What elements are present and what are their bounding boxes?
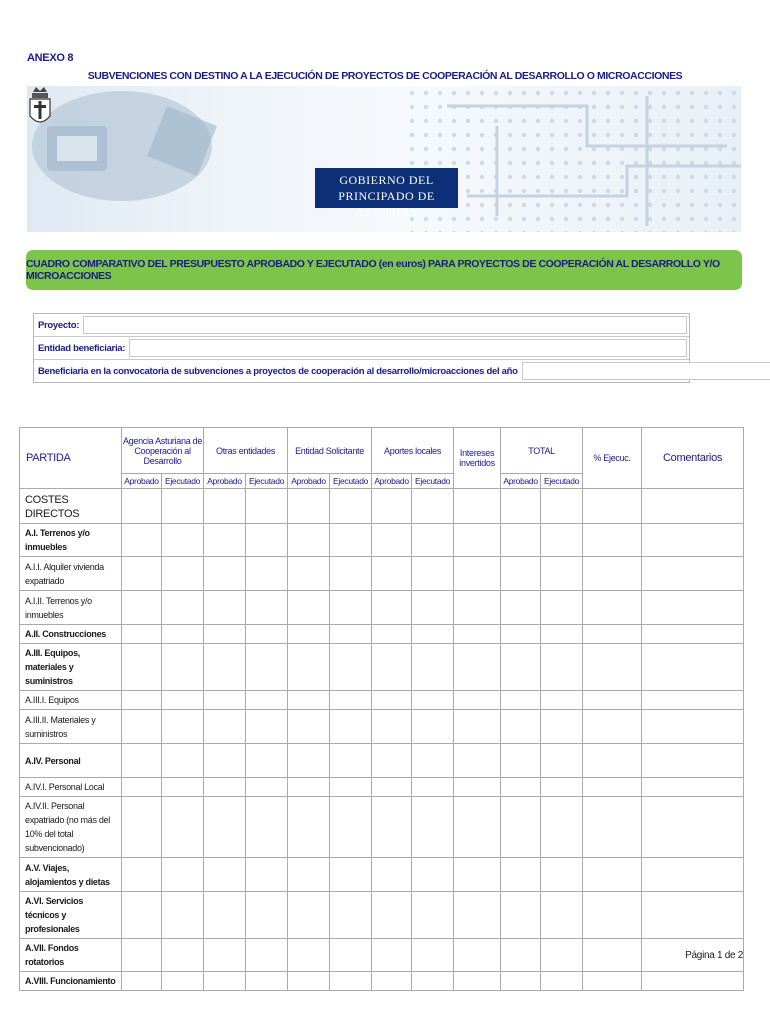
amount-cell[interactable] (583, 625, 642, 644)
row-label: A.VIII. Funcionamiento (20, 972, 122, 991)
proyecto-label: Proyecto: (38, 319, 80, 331)
subheader-aprobado: Aprobado (204, 474, 246, 489)
amount-cell[interactable] (288, 644, 330, 691)
row-label: A.I. Terrenos y/o inmuebles (20, 524, 122, 557)
amount-cell[interactable] (501, 644, 541, 691)
amount-cell[interactable] (162, 691, 204, 710)
amount-cell[interactable] (204, 591, 246, 625)
amount-cell[interactable] (454, 524, 501, 557)
amount-cell[interactable] (122, 710, 162, 744)
header-comentarios: Comentarios (642, 428, 744, 489)
amount-cell[interactable] (122, 797, 162, 858)
document-title: SUBVENCIONES CON DESTINO A LA EJECUCIÓN DE PROYECTOS DE COOPERACIÓN AL DESARROLLO O MICROACCIONES (87, 70, 683, 82)
project-info-box (33, 313, 690, 383)
table-row (20, 939, 744, 972)
amount-cell[interactable] (412, 625, 454, 644)
amount-cell[interactable] (204, 710, 246, 744)
comment-cell[interactable] (642, 797, 744, 858)
amount-cell[interactable] (162, 797, 204, 858)
amount-cell[interactable] (162, 744, 204, 778)
amount-cell[interactable] (330, 858, 372, 892)
budget-table (19, 427, 744, 991)
amount-cell[interactable] (501, 691, 541, 710)
row-label: A.IV.I. Personal Local (20, 778, 122, 797)
amount-cell[interactable] (454, 691, 501, 710)
amount-cell[interactable] (330, 939, 372, 972)
amount-cell[interactable] (372, 858, 412, 892)
amount-cell[interactable] (330, 778, 372, 797)
amount-cell[interactable] (501, 524, 541, 557)
amount-cell[interactable] (412, 972, 454, 991)
amount-cell[interactable] (454, 939, 501, 972)
header-banner (27, 86, 741, 232)
amount-cell[interactable] (122, 778, 162, 797)
amount-cell[interactable] (330, 557, 372, 591)
amount-cell[interactable] (246, 939, 288, 972)
amount-cell[interactable] (412, 939, 454, 972)
table-row (20, 524, 744, 557)
amount-cell[interactable] (204, 797, 246, 858)
amount-cell[interactable] (330, 489, 372, 524)
amount-cell[interactable] (162, 625, 204, 644)
amount-cell[interactable] (372, 797, 412, 858)
amount-cell[interactable] (541, 778, 583, 797)
amount-cell[interactable] (330, 625, 372, 644)
comment-cell[interactable] (642, 858, 744, 892)
amount-cell[interactable] (288, 892, 330, 939)
amount-cell[interactable] (541, 710, 583, 744)
subheader-ejecutado: Ejecutado (246, 474, 288, 489)
amount-cell[interactable] (330, 744, 372, 778)
table-row (20, 892, 744, 939)
amount-cell[interactable] (583, 939, 642, 972)
amount-cell[interactable] (122, 644, 162, 691)
amount-cell[interactable] (162, 778, 204, 797)
row-label: A.I.I. Alquiler vivienda expatriado (20, 557, 122, 591)
header-aportes-locales: Aportes locales (372, 428, 454, 474)
table-row (20, 710, 744, 744)
table-row (20, 972, 744, 991)
amount-cell[interactable] (122, 591, 162, 625)
amount-cell[interactable] (246, 625, 288, 644)
convocatoria-row (34, 360, 689, 382)
amount-cell[interactable] (541, 625, 583, 644)
amount-cell[interactable] (162, 710, 204, 744)
amount-cell[interactable] (162, 557, 204, 591)
row-label: A.VI. Servicios técnicos y profesionales (20, 892, 122, 939)
subheader-aprobado: Aprobado (372, 474, 412, 489)
comment-cell[interactable] (642, 524, 744, 557)
amount-cell[interactable] (412, 744, 454, 778)
entidad-label: Entidad beneficiaria: (38, 342, 126, 354)
amount-cell[interactable] (162, 644, 204, 691)
header-intereses: Intereses invertidos (454, 428, 501, 489)
amount-cell[interactable] (501, 972, 541, 991)
subheader-ejecutado: Ejecutado (330, 474, 372, 489)
amount-cell[interactable] (246, 710, 288, 744)
comment-cell[interactable] (642, 691, 744, 710)
amount-cell[interactable] (122, 744, 162, 778)
header-otras-entidades: Otras entidades (204, 428, 288, 474)
row-label: A.II. Construcciones (20, 625, 122, 644)
header-entidad-solicitante: Entidad Solicitante (288, 428, 372, 474)
amount-cell[interactable] (412, 778, 454, 797)
budget-table-body (20, 489, 744, 991)
comment-cell[interactable] (642, 744, 744, 778)
amount-cell[interactable] (372, 489, 412, 524)
amount-cell[interactable] (288, 744, 330, 778)
amount-cell[interactable] (330, 710, 372, 744)
amount-cell[interactable] (412, 524, 454, 557)
entidad-field[interactable] (129, 339, 687, 357)
amount-cell[interactable] (246, 744, 288, 778)
amount-cell[interactable] (412, 691, 454, 710)
amount-cell[interactable] (541, 797, 583, 858)
table-row (20, 691, 744, 710)
amount-cell[interactable] (583, 710, 642, 744)
row-label: A.III. Equipos, materiales y suministros (20, 644, 122, 691)
amount-cell[interactable] (330, 524, 372, 557)
amount-cell[interactable] (642, 489, 744, 524)
amount-cell[interactable] (246, 972, 288, 991)
amount-cell[interactable] (246, 644, 288, 691)
table-row (20, 625, 744, 644)
amount-cell[interactable] (372, 939, 412, 972)
amount-cell[interactable] (372, 625, 412, 644)
amount-cell[interactable] (204, 939, 246, 972)
comment-cell[interactable] (642, 972, 744, 991)
amount-cell[interactable] (288, 524, 330, 557)
amount-cell[interactable] (454, 778, 501, 797)
coat-of-arms-icon (27, 86, 53, 130)
amount-cell[interactable] (288, 797, 330, 858)
amount-cell[interactable] (501, 778, 541, 797)
comment-cell[interactable] (642, 892, 744, 939)
amount-cell[interactable] (583, 892, 642, 939)
amount-cell[interactable] (583, 489, 642, 524)
amount-cell[interactable] (454, 557, 501, 591)
subheader-ejecutado: Ejecutado (412, 474, 454, 489)
amount-cell[interactable] (288, 557, 330, 591)
proyecto-field[interactable] (83, 316, 687, 334)
amount-cell[interactable] (501, 744, 541, 778)
comment-cell[interactable] (642, 778, 744, 797)
amount-cell[interactable] (162, 524, 204, 557)
amount-cell[interactable] (204, 557, 246, 591)
amount-cell[interactable] (501, 557, 541, 591)
amount-cell[interactable] (204, 858, 246, 892)
header-ejecuc: % Ejecuc. (583, 428, 642, 489)
table-row (20, 644, 744, 691)
amount-cell[interactable] (412, 710, 454, 744)
amount-cell[interactable] (541, 691, 583, 710)
amount-cell[interactable] (541, 489, 583, 524)
row-label: A.IV. Personal (20, 744, 122, 778)
table-row (20, 557, 744, 591)
row-label: A.III.I. Equipos (20, 691, 122, 710)
amount-cell[interactable] (204, 524, 246, 557)
amount-cell[interactable] (204, 691, 246, 710)
amount-cell[interactable] (288, 710, 330, 744)
row-label: A.I.II. Terrenos y/o inmuebles (20, 591, 122, 625)
amount-cell[interactable] (246, 524, 288, 557)
amount-cell[interactable] (246, 691, 288, 710)
convocatoria-year-field[interactable] (522, 362, 770, 380)
amount-cell[interactable] (122, 557, 162, 591)
page-number: Página 1 de 2 (685, 950, 743, 961)
amount-cell[interactable] (454, 892, 501, 939)
amount-cell[interactable] (454, 625, 501, 644)
amount-cell[interactable] (501, 858, 541, 892)
amount-cell[interactable] (412, 644, 454, 691)
amount-cell[interactable] (204, 625, 246, 644)
amount-cell[interactable] (372, 710, 412, 744)
amount-cell[interactable] (412, 858, 454, 892)
amount-cell[interactable] (246, 858, 288, 892)
government-logo (315, 168, 458, 219)
comment-cell[interactable] (642, 644, 744, 691)
amount-cell[interactable] (583, 591, 642, 625)
amount-cell[interactable] (288, 972, 330, 991)
amount-cell[interactable] (204, 892, 246, 939)
amount-cell[interactable] (541, 644, 583, 691)
amount-cell[interactable] (583, 797, 642, 858)
amount-cell[interactable] (501, 892, 541, 939)
amount-cell[interactable] (541, 744, 583, 778)
row-label: A.III.II. Materiales y suministros (20, 710, 122, 744)
amount-cell[interactable] (583, 644, 642, 691)
amount-cell[interactable] (122, 972, 162, 991)
amount-cell[interactable] (372, 591, 412, 625)
amount-cell[interactable] (288, 625, 330, 644)
amount-cell[interactable] (541, 892, 583, 939)
subheader-ejecutado: Ejecutado (162, 474, 204, 489)
amount-cell[interactable] (454, 591, 501, 625)
amount-cell[interactable] (583, 778, 642, 797)
amount-cell[interactable] (583, 972, 642, 991)
amount-cell[interactable] (541, 524, 583, 557)
amount-cell[interactable] (454, 744, 501, 778)
subheader-aprobado: Aprobado (501, 474, 541, 489)
amount-cell[interactable] (412, 489, 454, 524)
amount-cell[interactable] (204, 644, 246, 691)
amount-cell[interactable] (372, 744, 412, 778)
entidad-row (34, 337, 689, 360)
gov-line2: PRINCIPADO DE ASTURIAS (338, 189, 435, 219)
amount-cell[interactable] (122, 524, 162, 557)
amount-cell[interactable] (162, 939, 204, 972)
amount-cell[interactable] (162, 858, 204, 892)
table-row (20, 778, 744, 797)
header-partida: PARTIDA (20, 428, 122, 489)
amount-cell[interactable] (372, 691, 412, 710)
amount-cell[interactable] (541, 557, 583, 591)
row-label: A.IV.II. Personal expatriado (no más del 10% del total subvencionado) (20, 797, 122, 858)
amount-cell[interactable] (330, 972, 372, 991)
amount-cell[interactable] (246, 778, 288, 797)
amount-cell[interactable] (246, 557, 288, 591)
header-total: TOTAL (501, 428, 583, 474)
amount-cell[interactable] (122, 858, 162, 892)
amount-cell[interactable] (454, 797, 501, 858)
table-row (20, 858, 744, 892)
amount-cell[interactable] (162, 489, 204, 524)
amount-cell[interactable] (501, 710, 541, 744)
amount-cell[interactable] (454, 972, 501, 991)
annex-label: ANEXO 8 (27, 52, 74, 64)
amount-cell[interactable] (288, 489, 330, 524)
subheader-aprobado: Aprobado (288, 474, 330, 489)
subheader-aprobado: Aprobado (122, 474, 162, 489)
amount-cell[interactable] (122, 489, 162, 524)
amount-cell[interactable] (288, 778, 330, 797)
amount-cell[interactable] (372, 778, 412, 797)
amount-cell[interactable] (501, 625, 541, 644)
amount-cell[interactable] (122, 892, 162, 939)
table-row (20, 744, 744, 778)
amount-cell[interactable] (288, 691, 330, 710)
amount-cell[interactable] (454, 644, 501, 691)
amount-cell[interactable] (501, 939, 541, 972)
budget-table-wrapper (19, 427, 743, 991)
amount-cell[interactable] (454, 710, 501, 744)
amount-cell[interactable] (246, 591, 288, 625)
amount-cell[interactable] (583, 691, 642, 710)
amount-cell[interactable] (330, 691, 372, 710)
table-row (20, 797, 744, 858)
amount-cell[interactable] (204, 778, 246, 797)
amount-cell[interactable] (162, 972, 204, 991)
amount-cell[interactable] (454, 858, 501, 892)
amount-cell[interactable] (122, 939, 162, 972)
amount-cell[interactable] (204, 744, 246, 778)
section-row (20, 489, 744, 524)
amount-cell[interactable] (541, 858, 583, 892)
amount-cell[interactable] (162, 892, 204, 939)
amount-cell[interactable] (330, 797, 372, 858)
amount-cell[interactable] (330, 644, 372, 691)
amount-cell[interactable] (246, 489, 288, 524)
amount-cell[interactable] (583, 524, 642, 557)
amount-cell[interactable] (372, 524, 412, 557)
header-agencia: Agencia Asturiana de Cooperación al Desarrollo (122, 428, 204, 474)
amount-cell[interactable] (122, 625, 162, 644)
amount-cell[interactable] (501, 489, 541, 524)
amount-cell[interactable] (454, 489, 501, 524)
row-label: A.VII. Fondos rotatorios (20, 939, 122, 972)
amount-cell[interactable] (372, 972, 412, 991)
amount-cell[interactable] (330, 892, 372, 939)
amount-cell[interactable] (541, 591, 583, 625)
amount-cell[interactable] (372, 644, 412, 691)
amount-cell[interactable] (162, 591, 204, 625)
gov-line1: GOBIERNO DEL (339, 173, 434, 187)
section-label: COSTES DIRECTOS (20, 489, 122, 524)
amount-cell[interactable] (541, 939, 583, 972)
convocatoria-label: Beneficiaria en la convocatoria de subvenciones a proyectos de cooperación al desarrollo/microacciones del año (38, 365, 518, 377)
amount-cell[interactable] (288, 858, 330, 892)
amount-cell[interactable] (412, 557, 454, 591)
comment-cell[interactable] (642, 591, 744, 625)
amount-cell[interactable] (583, 557, 642, 591)
amount-cell[interactable] (330, 591, 372, 625)
amount-cell[interactable] (583, 744, 642, 778)
amount-cell[interactable] (372, 557, 412, 591)
amount-cell[interactable] (204, 489, 246, 524)
amount-cell[interactable] (204, 972, 246, 991)
proyecto-row (34, 314, 689, 337)
amount-cell[interactable] (501, 797, 541, 858)
amount-cell[interactable] (246, 797, 288, 858)
amount-cell[interactable] (412, 892, 454, 939)
amount-cell[interactable] (412, 591, 454, 625)
amount-cell[interactable] (541, 972, 583, 991)
comment-cell[interactable] (642, 710, 744, 744)
amount-cell[interactable] (122, 691, 162, 710)
row-label: A.V. Viajes, alojamientos y dietas (20, 858, 122, 892)
amount-cell[interactable] (288, 591, 330, 625)
subheader-ejecutado: Ejecutado (541, 474, 583, 489)
comment-cell[interactable] (642, 557, 744, 591)
amount-cell[interactable] (412, 797, 454, 858)
amount-cell[interactable] (372, 892, 412, 939)
table-row (20, 591, 744, 625)
amount-cell[interactable] (583, 858, 642, 892)
section-title-bar: CUADRO COMPARATIVO DEL PRESUPUESTO APROBADO Y EJECUTADO (en euros) PARA PROYECTOS DE COOPERACIÓN AL DESARROLLO Y/O MICROACCIONES (26, 250, 742, 290)
amount-cell[interactable] (501, 591, 541, 625)
amount-cell[interactable] (246, 892, 288, 939)
comment-cell[interactable] (642, 625, 744, 644)
amount-cell[interactable] (288, 939, 330, 972)
